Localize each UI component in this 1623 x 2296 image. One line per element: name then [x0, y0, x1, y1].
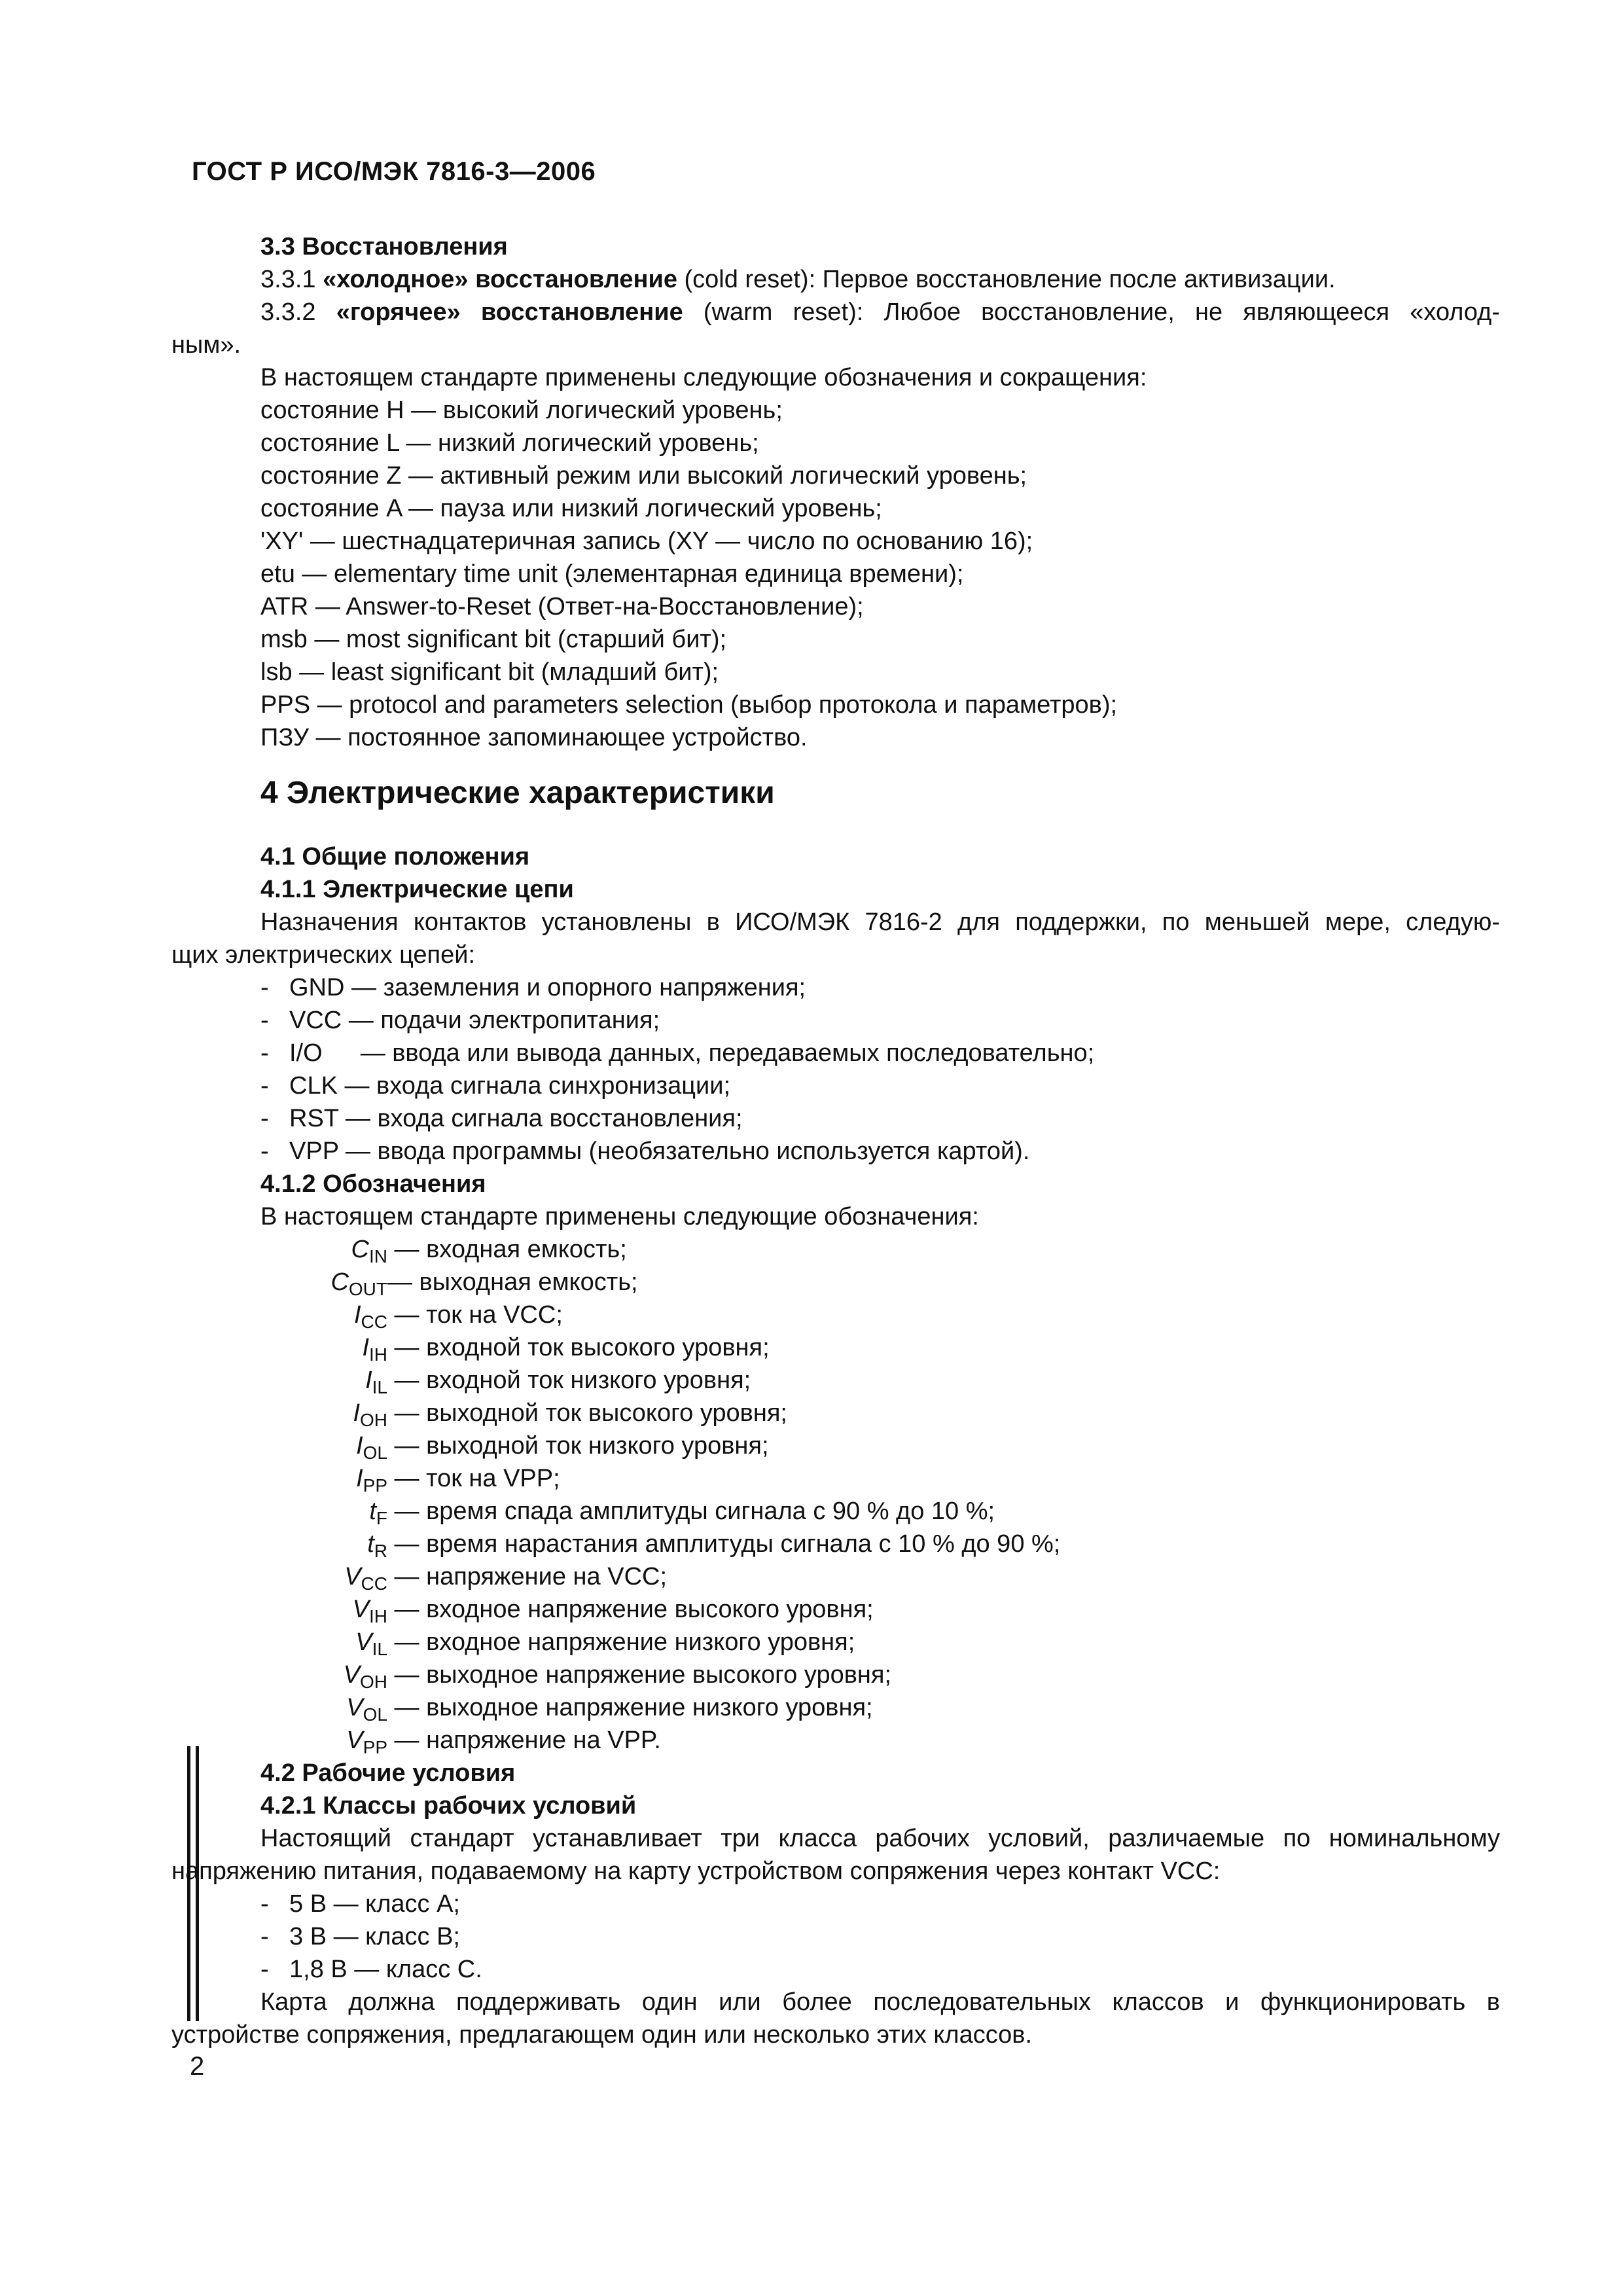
symbol-subscript: IN — [369, 1246, 387, 1266]
symbol-description: — входная емкость; — [387, 1236, 627, 1263]
circuit-desc: — ввода или вывода данных, передаваемых последовательно; — [360, 1039, 1095, 1067]
abbreviation-item: lsb — least significant bit (младший бит); — [260, 658, 719, 686]
symbol-description: — выходной ток низкого уровня; — [387, 1432, 769, 1460]
circuit-desc: — ввода программы (необязательно используется картой). — [345, 1138, 1030, 1165]
symbol-subscript: PP — [363, 1737, 387, 1757]
definition-text: (warm reset): Любое восстановление, не являющееся «холод- — [683, 298, 1501, 326]
definition-term: «горячее» восстановление — [336, 298, 683, 326]
symbol-notation — [171, 1266, 387, 1299]
symbol-subscript: OL — [363, 1704, 387, 1725]
symbol-subscript: IL — [372, 1377, 387, 1397]
class-text: 1,8 В — класс C. — [289, 1956, 482, 1983]
circuit-desc: — входа сигнала восстановления; — [345, 1105, 743, 1132]
symbol-notation — [171, 1691, 387, 1724]
symbol-row — [171, 1659, 1500, 1691]
symbols-intro: В настоящем стандарте применены следующие обозначения: — [260, 1203, 979, 1230]
class-text: 3 В — класс B; — [289, 1923, 460, 1950]
symbol-notation — [171, 1626, 387, 1659]
symbol-list — [171, 1233, 1500, 1757]
symbol-row — [171, 1495, 1500, 1528]
symbol-row — [171, 1724, 1500, 1757]
document-header: ГОСТ Р ИСО/МЭК 7816-3—2006 — [192, 157, 596, 186]
symbol-subscript: IH — [369, 1344, 387, 1365]
symbol-notation — [171, 1495, 387, 1528]
symbol-base: V — [344, 1563, 361, 1590]
symbol-row — [171, 1626, 1500, 1659]
symbol-description: — входное напряжение высокого уровня; — [387, 1596, 874, 1623]
symbol-row — [171, 1299, 1500, 1331]
class-list-item: - 1,8 В — класс C. — [260, 1956, 482, 1983]
circuit-name: CLK — [289, 1072, 338, 1100]
symbol-notation — [171, 1429, 387, 1462]
symbol-base: I — [365, 1367, 372, 1394]
symbol-description: — ток на VPP; — [387, 1465, 560, 1492]
circuit-name: GND — [289, 974, 345, 1001]
section-4-heading: 4 Электрические характеристики — [260, 776, 775, 810]
section-4-1-heading: 4.1 Общие положения — [260, 843, 530, 870]
definition-3-3-2 — [171, 296, 1500, 329]
page-content — [171, 230, 1500, 2051]
circuit-list-item: - CLK — входа сигнала синхронизации; — [260, 1072, 731, 1100]
class-list-item: - 5 В — класс A; — [260, 1890, 460, 1918]
circuit-desc: — подачи электропитания; — [348, 1007, 660, 1034]
definition-term: «холодное» восстановление — [323, 266, 677, 293]
symbol-description: — входной ток высокого уровня; — [387, 1334, 770, 1361]
symbol-base: I — [353, 1399, 360, 1427]
symbol-subscript: IL — [372, 1639, 387, 1659]
circuit-desc: — заземления и опорного напряжения; — [351, 974, 806, 1001]
symbol-description: — время нарастания амплитуды сигнала с 10 % до 90 %; — [387, 1530, 1061, 1558]
section-4-2-1-heading: 4.2.1 Классы рабочих условий — [260, 1792, 637, 1820]
abbreviation-item: PPS — protocol and parameters selection (выбор протокола и параметров); — [260, 691, 1118, 719]
abbreviation-item: 'XY' — шестнадцатеричная запись (XY — число по основанию 16); — [260, 528, 1033, 555]
symbol-subscript: R — [374, 1541, 387, 1561]
circuit-list-item: - GND — заземления и опорного напряжения; — [260, 974, 806, 1001]
symbol-base: V — [352, 1596, 369, 1623]
symbol-row — [171, 1397, 1500, 1429]
paragraph-line: Назначения контактов установлены в ИСО/МЭК 7816-2 для поддержки, по меньшей мере, следую- — [260, 908, 1500, 936]
symbol-row — [171, 1233, 1500, 1266]
symbol-subscript: CC — [361, 1312, 387, 1332]
symbol-notation — [171, 1528, 387, 1560]
symbol-base: V — [346, 1727, 363, 1754]
symbol-base: C — [330, 1268, 349, 1296]
abbreviation-item: etu — elementary time unit (элементарная единица времени); — [260, 560, 964, 588]
symbol-row — [171, 1560, 1500, 1593]
symbol-base: t — [369, 1498, 376, 1525]
change-bar — [187, 1746, 199, 2021]
symbol-base: V — [346, 1694, 363, 1721]
symbol-row — [171, 1429, 1500, 1462]
symbol-subscript: OH — [360, 1672, 387, 1692]
symbol-notation — [171, 1724, 387, 1757]
class-list-item: - 3 В — класс B; — [260, 1923, 460, 1950]
symbol-row — [171, 1462, 1500, 1495]
symbol-notation — [171, 1233, 387, 1266]
abbreviation-item: ПЗУ — постоянное запоминающее устройство. — [260, 724, 808, 751]
section-4-1-1-heading: 4.1.1 Электрические цепи — [260, 876, 574, 903]
symbol-subscript: CC — [361, 1573, 387, 1594]
abbreviations-intro: В настоящем стандарте применены следующие обозначения и сокращения: — [260, 364, 1147, 391]
abbreviation-item: состояние H — высокий логический уровень; — [260, 397, 783, 424]
symbol-notation — [171, 1331, 387, 1364]
symbol-subscript: OUT — [348, 1279, 387, 1299]
symbol-description: — выходная емкость; — [387, 1268, 638, 1296]
symbol-subscript: OH — [360, 1410, 387, 1430]
paragraph-line: Настоящий стандарт устанавливает три класса рабочих условий, различаемые по номинальному — [260, 1825, 1500, 1852]
circuit-name: VPP — [289, 1138, 339, 1165]
abbreviation-item: msb — most significant bit (старший бит); — [260, 626, 727, 653]
circuit-list-item: - RST — входа сигнала восстановления; — [260, 1105, 743, 1132]
symbol-row — [171, 1528, 1500, 1560]
symbol-base: I — [362, 1334, 369, 1361]
symbol-subscript: IH — [369, 1606, 387, 1626]
symbol-description: — входной ток низкого уровня; — [387, 1367, 751, 1394]
symbol-row — [171, 1331, 1500, 1364]
circuit-name: RST — [289, 1105, 339, 1132]
symbol-description: — входное напряжение низкого уровня; — [387, 1628, 855, 1656]
symbol-row — [171, 1691, 1500, 1724]
definition-text: (cold reset): Первое восстановление после активизации. — [677, 266, 1336, 293]
abbreviation-item: ATR — Answer-to-Reset (Ответ-на-Восстановление); — [260, 593, 864, 620]
circuit-list-item: - VPP — ввода программы (необязательно используется картой). — [260, 1138, 1030, 1165]
symbol-notation — [171, 1593, 387, 1626]
page-number: 2 — [190, 2052, 205, 2081]
symbol-base: I — [356, 1465, 363, 1492]
circuit-list-item: - VCC — подачи электропитания; — [260, 1007, 660, 1034]
symbol-notation — [171, 1560, 387, 1593]
definition-number: 3.3.2 — [260, 298, 336, 326]
circuit-name: I/O — [289, 1039, 323, 1067]
symbol-base: V — [343, 1661, 360, 1689]
definition-number: 3.3.1 — [260, 266, 323, 293]
abbreviation-item: состояние L — низкий логический уровень; — [260, 429, 759, 457]
circuit-name: VCC — [289, 1007, 342, 1034]
definition-3-3-2-continuation: ным». — [171, 331, 241, 359]
symbol-subscript: OL — [363, 1443, 387, 1463]
symbol-description: — ток на VCC; — [387, 1301, 563, 1329]
section-4-2-heading: 4.2 Рабочие условия — [260, 1759, 516, 1787]
symbol-base: t — [367, 1530, 374, 1558]
symbol-row — [171, 1364, 1500, 1397]
abbreviation-item: состояние Z — активный режим или высокий логический уровень; — [260, 462, 1027, 490]
paragraph-line: щих электрических цепей: — [171, 941, 476, 969]
circuit-desc: — входа сигнала синхронизации; — [344, 1072, 731, 1100]
class-text: 5 В — класс A; — [289, 1890, 460, 1918]
symbol-description: — выходной ток высокого уровня; — [387, 1399, 787, 1427]
symbol-description: — выходное напряжение низкого уровня; — [387, 1694, 873, 1721]
symbol-description: — выходное напряжение высокого уровня; — [387, 1661, 892, 1689]
abbreviation-item: состояние A — пауза или низкий логический уровень; — [260, 495, 882, 522]
symbol-row — [171, 1266, 1500, 1299]
symbol-subscript: F — [376, 1508, 387, 1528]
paragraph-line: напряжению питания, подаваемому на карту устройством сопряжения через контакт VCC: — [171, 1857, 1221, 1885]
symbol-notation — [171, 1364, 387, 1397]
symbol-description: — напряжение на VPP. — [387, 1727, 661, 1754]
definition-3-3-1 — [171, 263, 1500, 296]
section-3-3-heading: 3.3 Восстановления — [260, 233, 508, 260]
symbol-base: V — [355, 1628, 372, 1656]
section-4-1-2-heading: 4.1.2 Обозначения — [260, 1170, 486, 1198]
symbol-description: — напряжение на VCC; — [387, 1563, 668, 1590]
symbol-row — [171, 1593, 1500, 1626]
paragraph-line: устройстве сопряжения, предлагающем один или несколько этих классов. — [171, 2021, 1033, 2049]
circuit-list-item: - I/O — ввода или вывода данных, передаваемых последовательно; — [260, 1039, 1095, 1067]
paragraph-line: Карта должна поддерживать один или более последовательных классов и функционировать в — [260, 1988, 1500, 2016]
symbol-description: — время спада амплитуды сигнала с 90 % до 10 %; — [387, 1498, 995, 1525]
symbol-notation — [171, 1397, 387, 1429]
symbol-base: I — [353, 1301, 361, 1329]
symbol-base: I — [356, 1432, 363, 1460]
symbol-notation — [171, 1462, 387, 1495]
symbol-notation — [171, 1299, 387, 1331]
symbol-subscript: PP — [363, 1475, 387, 1496]
symbol-base: C — [351, 1236, 369, 1263]
symbol-notation — [171, 1659, 387, 1691]
